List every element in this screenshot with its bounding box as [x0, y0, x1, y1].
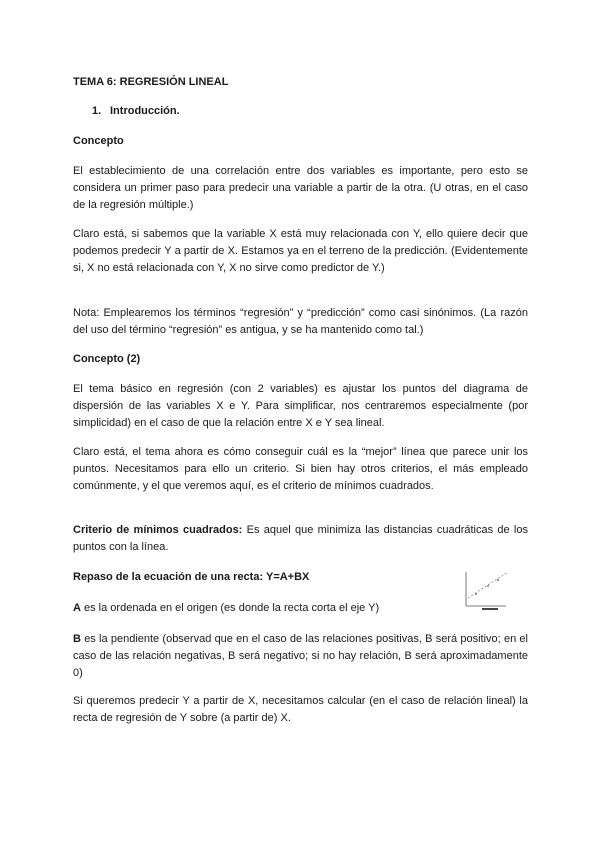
b-label: B	[73, 633, 81, 645]
section-heading-introduccion	[92, 103, 547, 120]
b-text: es la pendiente (observad que en el caso de las relaciones positivas, B será positivo; en el caso de las relación negativas, B será negativo; si no hay relación, B será aproximadamente 0)	[73, 633, 528, 679]
section-number: 1.	[92, 105, 102, 117]
paragraph-minimos-cuadrados	[73, 522, 528, 556]
paragraph-mejor-linea: Claro está, el tema ahora es cómo conseguir cuál es la “mejor” línea que parece unir los puntos. Necesitamos para ello un criterio. Si bien hay otros criterios, el más empleado comúnmente, y el que veremos aquí, es el criterio de mínimos cuadrados.	[73, 446, 528, 492]
heading-concepto-2: Concepto (2)	[73, 353, 141, 365]
paragraph-tema-basico: El tema básico en regresión (con 2 variables) es ajustar los puntos del diagrama de dispersión de las variables X e Y. Para simplificar, nos centraremos especialmente (por simplicidad) en el caso de que la relación entre X e Y sea lineal.	[73, 383, 528, 429]
paragraph-nota: Nota: Emplearemos los términos “regresión” y “predicción” como casi sinónimos. (La razón del uso del término “regresión” es antigua, y se ha mantenido como tal.)	[73, 307, 528, 336]
document-title: TEMA 6: REGRESIÓN LINEAL	[73, 76, 229, 88]
criterio-label: Criterio de mínimos cuadrados:	[73, 524, 243, 536]
heading-repaso-recta: Repaso de la ecuación de una recta: Y=A+BX	[73, 571, 310, 583]
heading-concepto: Concepto	[73, 135, 124, 147]
section-label: Introducción.	[110, 105, 180, 117]
criterio-text: Es aquel que minimiza las distancias cuadráticas de los puntos con la línea.	[73, 524, 528, 553]
regression-line-figure	[462, 568, 512, 614]
paragraph-recta-regresion: Si queremos predecir Y a partir de X, necesitamos calcular (en el caso de relación lineal) la recta de regresión de Y sobre (a partir de) X.	[73, 695, 528, 724]
a-label: A	[73, 602, 81, 614]
paragraph-prediccion: Claro está, si sabemos que la variable X está muy relacionada con Y, ello quiere decir que podemos predecir Y a partir de X. Estamos ya en el terreno de la predicción. (Evidentemente si, X no está relacionada con Y, X no sirve como predictor de Y.)	[73, 228, 528, 274]
paragraph-ordenada	[73, 600, 453, 617]
paragraph-correlacion: El establecimiento de una correlación entre dos variables es importante, pero esto se considera un primer paso para predecir una variable a partir de la otra. (U otras, en el caso de la regresión múltiple.)	[73, 165, 528, 211]
figure-point	[487, 585, 489, 587]
a-text: es la ordenada en el origen (es donde la recta corta el eje Y)	[80, 602, 380, 614]
figure-regression-line	[468, 572, 508, 598]
paragraph-pendiente	[73, 631, 528, 682]
figure-caption-mark	[482, 608, 498, 610]
figure-point	[475, 593, 477, 595]
figure-point	[497, 579, 499, 581]
